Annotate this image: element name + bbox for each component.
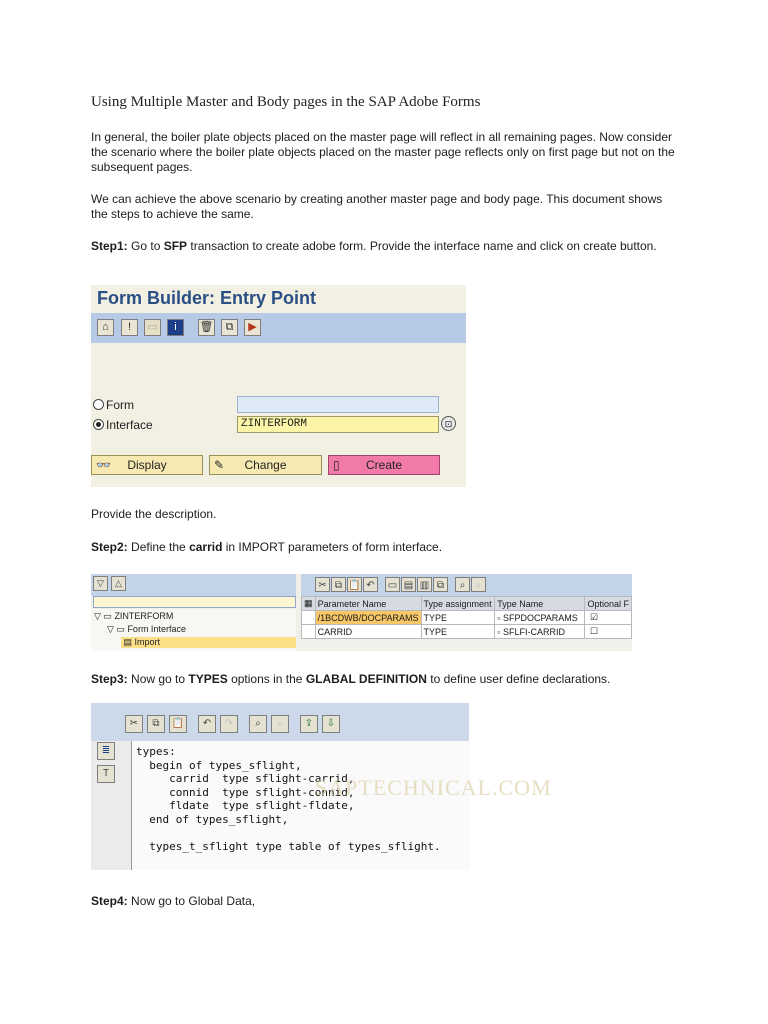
display-button-label: Display	[127, 458, 167, 472]
copy-icon[interactable]: ⧉	[147, 715, 165, 733]
watermark: SAPTECHNICAL.COM	[315, 775, 552, 800]
change-button[interactable]	[209, 455, 322, 475]
new-document-icon: ▯	[333, 458, 340, 472]
type-name-text: SFPDOCPARAMS	[502, 612, 578, 623]
description-note: Provide the description.	[91, 507, 217, 521]
cut-icon[interactable]: ✂	[125, 715, 143, 733]
radio-interface-label: Interface	[106, 418, 153, 432]
col-header-optional[interactable]: Optional F	[585, 597, 632, 611]
find-next-icon: ⌕	[271, 715, 289, 733]
code-editor[interactable]	[131, 741, 470, 870]
step3-text-b: options in the	[227, 672, 306, 686]
paste-icon[interactable]: 📋	[347, 577, 362, 592]
delete-icon[interactable]: 🗑	[198, 319, 215, 336]
radio-form[interactable]	[93, 398, 134, 412]
tree-root-label: ZINTERFORM	[114, 611, 174, 621]
create-button[interactable]	[328, 455, 440, 475]
type-name-text: SFLFI-CARRID	[502, 626, 565, 637]
find-icon[interactable]: ⌕	[249, 715, 267, 733]
interface-name-field[interactable]: ZINTERFORM	[237, 416, 439, 433]
param-name-cell[interactable]: CARRID	[315, 625, 421, 639]
type-declaration-icon[interactable]: T	[97, 765, 115, 783]
display-button[interactable]	[91, 455, 203, 475]
optional-checkbox[interactable]: ☐	[585, 625, 632, 639]
document-title: Using Multiple Master and Body pages in the SAP Adobe Forms	[91, 94, 481, 110]
form-builder-screenshot	[91, 285, 466, 487]
assign-cell[interactable]: TYPE	[421, 611, 495, 625]
step3-text-c: to define user define declarations.	[426, 672, 611, 686]
type-name-cell[interactable]: ▫ SFLFI-CARRID	[495, 625, 585, 639]
radio-interface-dot[interactable]	[93, 419, 104, 430]
radio-form-dot[interactable]	[93, 399, 104, 410]
upload-icon[interactable]: ⇪	[300, 715, 318, 733]
form-builder-toolbar	[91, 313, 466, 343]
step3-text-a: Now go to	[127, 672, 189, 686]
row-selector[interactable]	[302, 625, 316, 639]
interface-editor-screenshot	[91, 574, 632, 651]
redo-icon: ↷	[220, 715, 238, 733]
editor-toolbar	[91, 703, 469, 741]
step1-text-a: Go to	[127, 239, 164, 253]
radio-interface[interactable]	[93, 418, 153, 432]
form-name-field[interactable]	[237, 396, 439, 413]
rename-icon[interactable]: ▶	[244, 319, 261, 336]
parameter-table	[301, 596, 632, 651]
step1-bold: SFP	[163, 239, 188, 253]
step2-paragraph	[91, 540, 681, 555]
pretty-printer-icon[interactable]: ≣	[97, 742, 115, 760]
copy-row-icon[interactable]: ⧉	[433, 577, 448, 592]
search-help-icon[interactable]: ⊡	[441, 416, 456, 431]
table-row[interactable]	[302, 611, 632, 625]
intro-paragraph-1: In general, the boiler plate objects placed on the master page will reflect in all remaining pages. Now consider the scenario where the boiler plate objects placed on the master page reflects only on first page but not on the subsequent pages.	[91, 130, 675, 174]
intro-paragraph-2: We can achieve the above scenario by creating another master page and body page. This document shows the steps to achieve the same.	[91, 192, 663, 221]
expand-icon[interactable]: ▽	[93, 576, 108, 591]
tree-node-form-interface[interactable]: ▽ ▭ Form Interface	[107, 624, 186, 634]
tree-child-label: Form Interface	[127, 624, 186, 634]
delete-row-icon[interactable]: ▥	[417, 577, 432, 592]
disabled-icon: ▭	[144, 319, 161, 336]
form-builder-title: Form Builder: Entry Point	[97, 288, 317, 308]
step3-bold2: GLABAL DEFINITION	[305, 672, 427, 686]
find-next-icon: ⌕	[471, 577, 486, 592]
information-icon[interactable]: i	[167, 319, 184, 336]
step2-text-b: in IMPORT parameters of form interface.	[222, 540, 443, 554]
step2-bold: carrid	[189, 540, 223, 554]
interface-tree	[91, 609, 296, 651]
copy-icon[interactable]: ⧉	[331, 577, 346, 592]
step4-label: Step4:	[91, 894, 128, 908]
change-button-label: Change	[244, 458, 287, 472]
cut-icon[interactable]: ✂	[315, 577, 330, 592]
glasses-icon: 👓	[96, 458, 111, 472]
tree-node-import[interactable]: ▤ Import	[121, 637, 296, 648]
type-name-cell[interactable]: ▫ SFPDOCPARAMS	[495, 611, 585, 625]
code-text[interactable]: types: begin of types_sflight, carrid type sflight-carrid, connid type sflight-connid, fldate type sflight-fldate, end of types_sflight, types_t_sflight type table of types_sflight.	[136, 745, 441, 854]
append-row-icon[interactable]: ▤	[401, 577, 416, 592]
row-selector-header[interactable]: ▦	[302, 597, 316, 611]
col-header-assignment[interactable]: Type assignment	[421, 597, 495, 611]
tree-node-root[interactable]: ▽ ▭ ZINTERFORM	[94, 611, 174, 621]
step1-text-b: transaction to create adobe form. Provide the interface name and click on create button.	[187, 239, 657, 253]
collapse-icon[interactable]: △	[111, 576, 126, 591]
step4-paragraph	[91, 894, 681, 909]
info-icon[interactable]: !	[121, 319, 138, 336]
parameter-toolbar	[301, 574, 632, 596]
radio-form-label: Form	[106, 398, 134, 412]
types-editor-screenshot	[91, 703, 552, 870]
undo-icon[interactable]: ↶	[198, 715, 216, 733]
undo-icon[interactable]: ↶	[363, 577, 378, 592]
where-used-icon[interactable]: ⌂	[97, 319, 114, 336]
step3-paragraph	[91, 672, 681, 687]
copy-icon[interactable]: ⧉	[221, 319, 238, 336]
download-icon[interactable]: ⇩	[322, 715, 340, 733]
param-name-cell[interactable]: /1BCDWB/DOCPARAMS	[315, 611, 421, 625]
step4-text-a: Now go to Global Data,	[127, 894, 256, 908]
find-icon[interactable]: ⌕	[455, 577, 470, 592]
paste-icon[interactable]: 📋	[169, 715, 187, 733]
col-header-type-name[interactable]: Type Name	[495, 597, 585, 611]
step1-paragraph	[91, 239, 681, 254]
table-row[interactable]	[302, 625, 632, 639]
step3-label: Step3:	[91, 672, 128, 686]
insert-row-icon[interactable]: ▭	[385, 577, 400, 592]
col-header-parameter[interactable]: Parameter Name	[315, 597, 421, 611]
assign-cell[interactable]: TYPE	[421, 625, 495, 639]
tree-toolbar	[91, 574, 296, 596]
create-button-label: Create	[365, 458, 403, 472]
tree-filter-field[interactable]	[93, 596, 296, 608]
optional-checkbox[interactable]: ☑	[585, 611, 632, 625]
pencil-icon: ✎	[214, 458, 225, 472]
step1-label: Step1:	[91, 239, 128, 253]
step2-label: Step2:	[91, 540, 128, 554]
row-selector[interactable]	[302, 611, 316, 625]
tree-leaf-label: Import	[134, 637, 161, 647]
step2-text-a: Define the	[127, 540, 190, 554]
step3-bold: TYPES	[188, 672, 228, 686]
